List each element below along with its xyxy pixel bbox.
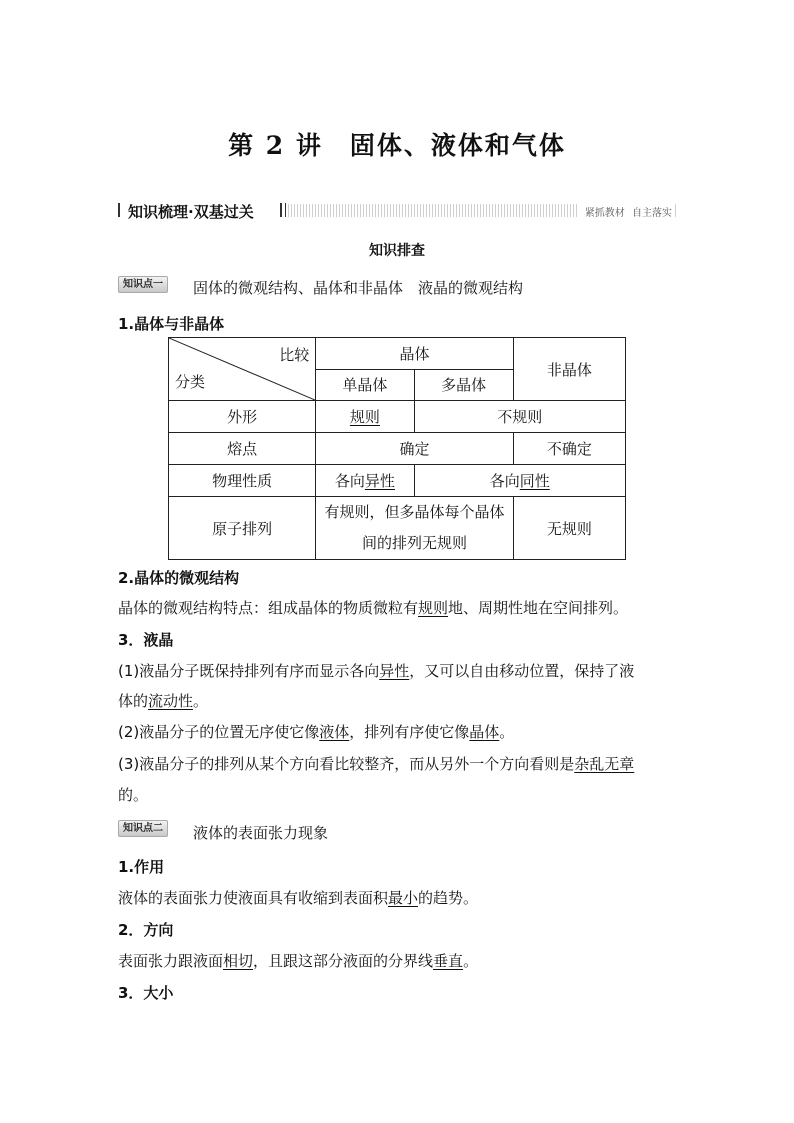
section-3-paragraph-3-cont: 的。 (118, 786, 149, 804)
text-span: 体的 (118, 692, 149, 710)
answer-underline: 规则 (418, 599, 449, 617)
answer-underline: 异性 (364, 472, 395, 490)
cell-melting-amorphous: 不确定 (513, 433, 625, 465)
tension-3-title: 3．大小 (118, 984, 174, 1002)
banner-tag-1: 紧抓教材 (584, 208, 625, 219)
knowledge-point-badge-2: 知识点二 (118, 820, 168, 837)
subheading: 知识排查 (369, 243, 425, 259)
text-span: 晶体的微观结构特点：组成晶体的物质微粒有 (118, 599, 419, 617)
text-span: (2)液晶分子的位置无序使它像 (118, 723, 320, 741)
cell-shape-single (316, 401, 414, 433)
banner-bar-right (280, 203, 286, 217)
answer-underline: 最小 (388, 889, 419, 907)
text-span: ，又可以自由移动位置，保持了液 (409, 662, 635, 680)
text-span: ，且跟这部分液面的分界线 (253, 952, 434, 970)
knowledge-point-title-2: 液体的表面张力现象 (193, 824, 329, 842)
text-span: 液体的表面张力使液面具有收缩到表面积 (118, 889, 389, 907)
knowledge-point-title-1: 固体的微观结构、晶体和非晶体 液晶的微观结构 (193, 279, 524, 297)
section-1-title: 1.晶体与非晶体 (118, 315, 225, 333)
comparison-table (168, 337, 626, 560)
section-banner (118, 201, 678, 219)
header-amorphous: 非晶体 (513, 338, 625, 401)
section-3-title: 3．液晶 (118, 631, 174, 649)
banner-bar-left (118, 203, 126, 217)
text-span: (1)液晶分子既保持排列有序而显示各向 (118, 662, 380, 680)
knowledge-point-badge-1: 知识点一 (118, 276, 168, 293)
answer-underline: 晶体 (469, 723, 500, 741)
answer-underline: 异性 (379, 662, 410, 680)
text-span: 各向 (334, 472, 365, 490)
section-3-paragraph-3 (118, 753, 634, 774)
tension-2-paragraph (118, 950, 478, 971)
text-span: 。 (193, 692, 209, 710)
cell-atomic-crystal (316, 497, 513, 560)
text-span: (3)液晶分子的排列从某个方向看比较整齐，而从另外一个方向看则是 (118, 755, 575, 773)
section-3-paragraph-1 (118, 660, 634, 681)
text-span: 。 (463, 952, 479, 970)
row-label-atomic: 原子排列 (169, 497, 316, 560)
row-label-shape: 外形 (169, 401, 316, 433)
header-single-crystal: 单晶体 (316, 369, 414, 401)
row-label-melting: 熔点 (169, 433, 316, 465)
table-corner-cell (169, 338, 316, 401)
tension-1-paragraph (118, 887, 478, 908)
answer-underline: 规则 (349, 408, 380, 426)
section-2-paragraph (118, 597, 628, 618)
cell-atomic-line-2: 间的排列无规则 (362, 534, 468, 552)
cell-physical-single (316, 465, 414, 497)
header-crystal: 晶体 (316, 338, 513, 370)
answer-underline: 液体 (319, 723, 350, 741)
tension-1-title: 1.作用 (118, 858, 165, 876)
page-title: 第 2 讲 固体、液体和气体 (228, 131, 566, 160)
banner-label: 知识梳理·双基过关 (128, 203, 254, 221)
cell-melting-crystal: 确定 (316, 433, 513, 465)
text-span: 的趋势。 (418, 889, 479, 907)
text-span: 各向 (489, 472, 520, 490)
text-span: 地、周期性地在空间排列。 (448, 599, 629, 617)
banner-tag-2: 自主落实 (632, 208, 672, 219)
answer-underline: 同性 (519, 472, 550, 490)
section-3-paragraph-1-cont (118, 690, 208, 711)
answer-underline: 杂乱无章 (574, 755, 635, 773)
cell-physical-rest (414, 465, 625, 497)
section-2-title: 2.晶体的微观结构 (118, 569, 240, 587)
text-span: 表面张力跟液面 (118, 952, 224, 970)
answer-underline: 垂直 (433, 952, 464, 970)
row-label-physical: 物理性质 (169, 465, 316, 497)
tension-2-title: 2．方向 (118, 921, 174, 939)
corner-label-category: 分类 (175, 373, 206, 391)
cell-atomic-amorphous: 无规则 (513, 497, 625, 560)
header-polycrystal: 多晶体 (414, 369, 513, 401)
answer-underline: 相切 (223, 952, 254, 970)
answer-underline: 流动性 (148, 692, 194, 710)
text-span: 。 (499, 723, 515, 741)
corner-label-compare: 比较 (279, 346, 310, 364)
cell-shape-rest: 不规则 (414, 401, 625, 433)
cell-atomic-line-1: 有规则，但多晶体每个晶体 (324, 503, 505, 521)
section-3-paragraph-2 (118, 721, 514, 742)
text-span: ，排列有序使它像 (349, 723, 470, 741)
banner-tags (579, 204, 674, 219)
